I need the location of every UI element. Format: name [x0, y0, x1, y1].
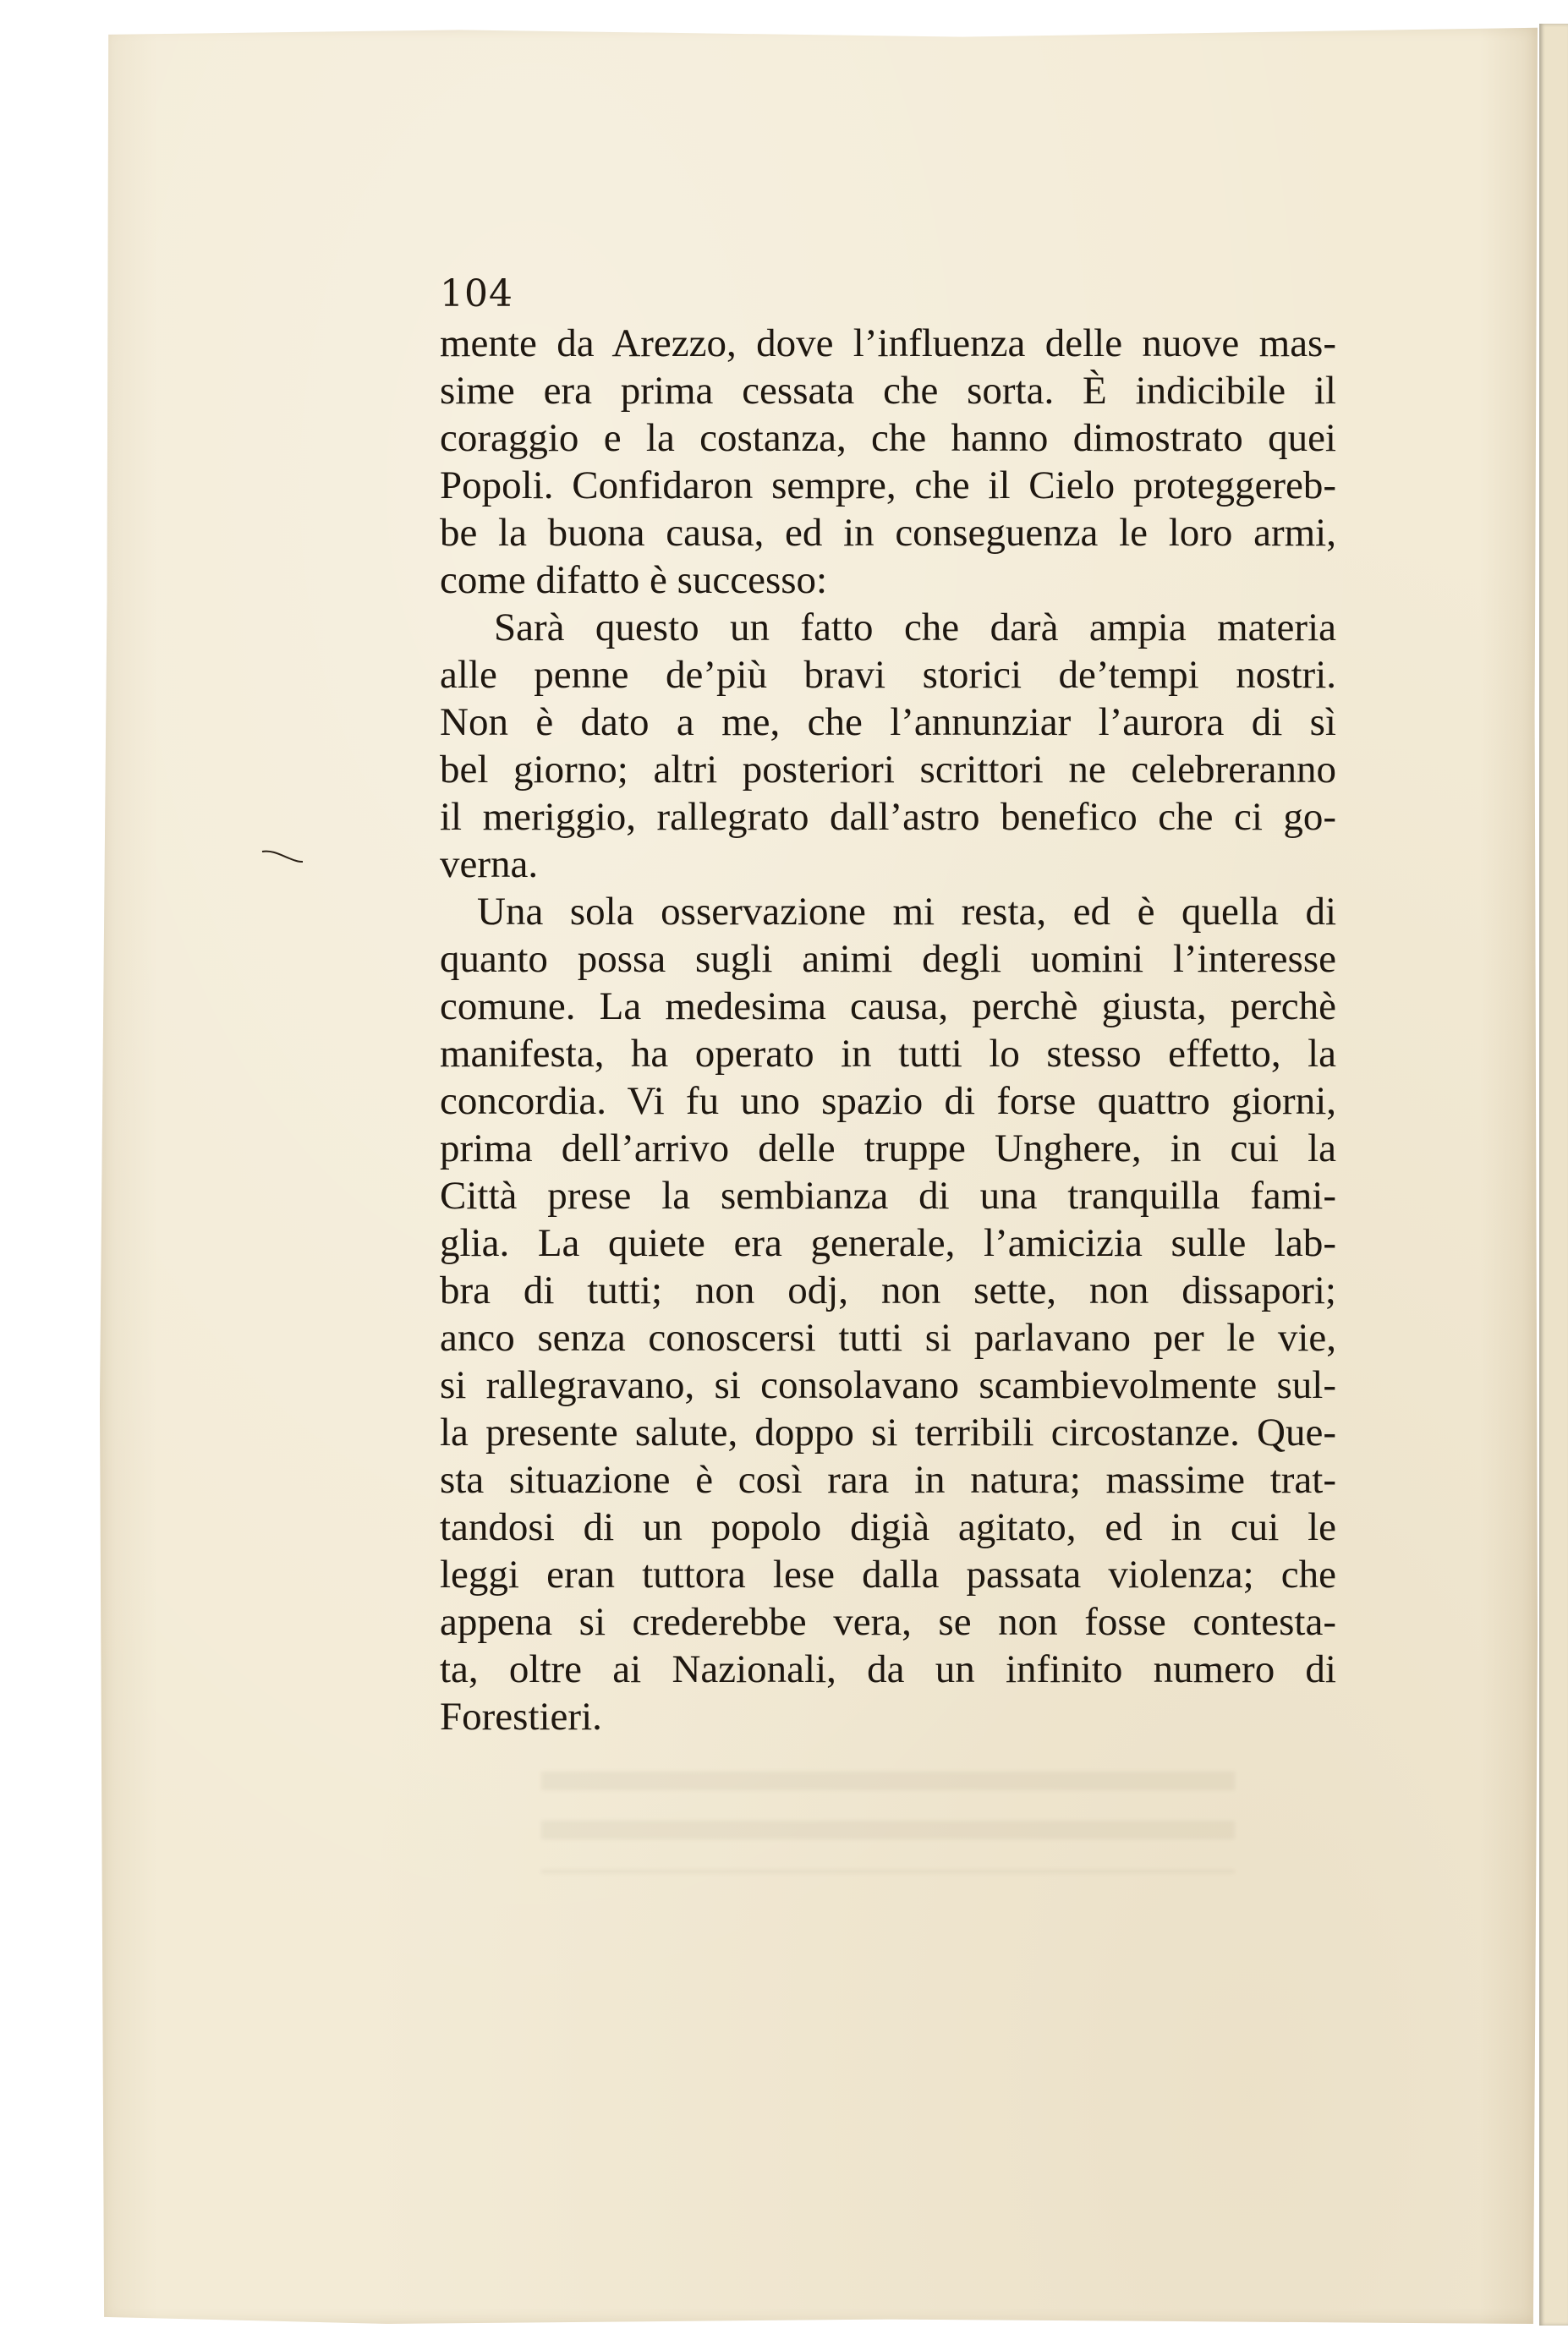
text-line: coraggio e la costanza, che hanno dimostrato quei	[440, 416, 1336, 460]
text-line: bel giorno; altri posteriori scrittori ne celebreranno	[440, 748, 1336, 792]
text-line: Forestieri.	[440, 1695, 602, 1739]
text-line: leggi eran tuttora lese dalla passata violenza; che	[440, 1553, 1336, 1597]
body-text	[440, 320, 1336, 1740]
margin-pencil-mark	[260, 848, 304, 863]
text-line: Una sola osservazione mi resta, ed è quella di	[477, 890, 1336, 934]
adjacent-page-edge	[1539, 24, 1568, 2326]
text-line: appena si crederebbe vera, se non fosse contesta-	[440, 1600, 1336, 1644]
text-line: mente da Arezzo, dove l’influenza delle nuove mas-	[440, 321, 1336, 365]
page-number: 104	[440, 272, 513, 315]
text-line: ta, oltre ai Nazionali, da un infinito numero di	[440, 1647, 1336, 1691]
text-line: sta situazione è così rara in natura; massime trat-	[440, 1458, 1336, 1502]
text-line: Non è dato a me, che l’annunziar l’aurora di sì	[440, 700, 1336, 744]
text-line: come difatto è successo:	[440, 558, 828, 602]
text-line: Sarà questo un fatto che darà ampia materia	[494, 605, 1336, 649]
text-line: anco senza conoscersi tutti si parlavano per le vie,	[440, 1316, 1336, 1360]
text-line: be la buona causa, ed in conseguenza le loro armi,	[440, 511, 1336, 555]
text-line: prima dell’arrivo delle truppe Unghere, in cui la	[440, 1126, 1336, 1170]
text-line: verna.	[440, 842, 539, 886]
text-line: la presente salute, doppo si terribili circostanze. Que-	[440, 1411, 1336, 1455]
text-line: glia. La quiete era generale, l’amicizia sulle lab-	[440, 1221, 1336, 1265]
text-line: sime era prima cessata che sorta. È indicibile il	[440, 369, 1336, 413]
text-line: bra di tutti; non odj, non sette, non dissapori;	[440, 1268, 1336, 1312]
bleed-through-text	[541, 1772, 1235, 1873]
text-line: concordia. Vi fu uno spazio di forse quattro giorni,	[440, 1079, 1336, 1123]
text-line: quanto possa sugli animi degli uomini l’interesse	[440, 937, 1336, 981]
text-line: Città prese la sembianza di una tranquilla fami-	[440, 1174, 1336, 1218]
text-line: tandosi di un popolo digià agitato, ed in cui le	[440, 1505, 1336, 1549]
text-line: comune. La medesima causa, perchè giusta, perchè	[440, 984, 1336, 1028]
text-line: Popoli. Confidaron sempre, che il Cielo proteggereb-	[440, 463, 1336, 507]
text-line: il meriggio, rallegrato dall’astro benefico che ci go-	[440, 795, 1336, 839]
text-line: alle penne de’più bravi storici de’tempi nostri.	[440, 653, 1336, 697]
text-line: manifesta, ha operato in tutti lo stesso effetto, la	[440, 1032, 1336, 1076]
text-line: si rallegravano, si consolavano scambievolmente sul-	[440, 1363, 1336, 1407]
